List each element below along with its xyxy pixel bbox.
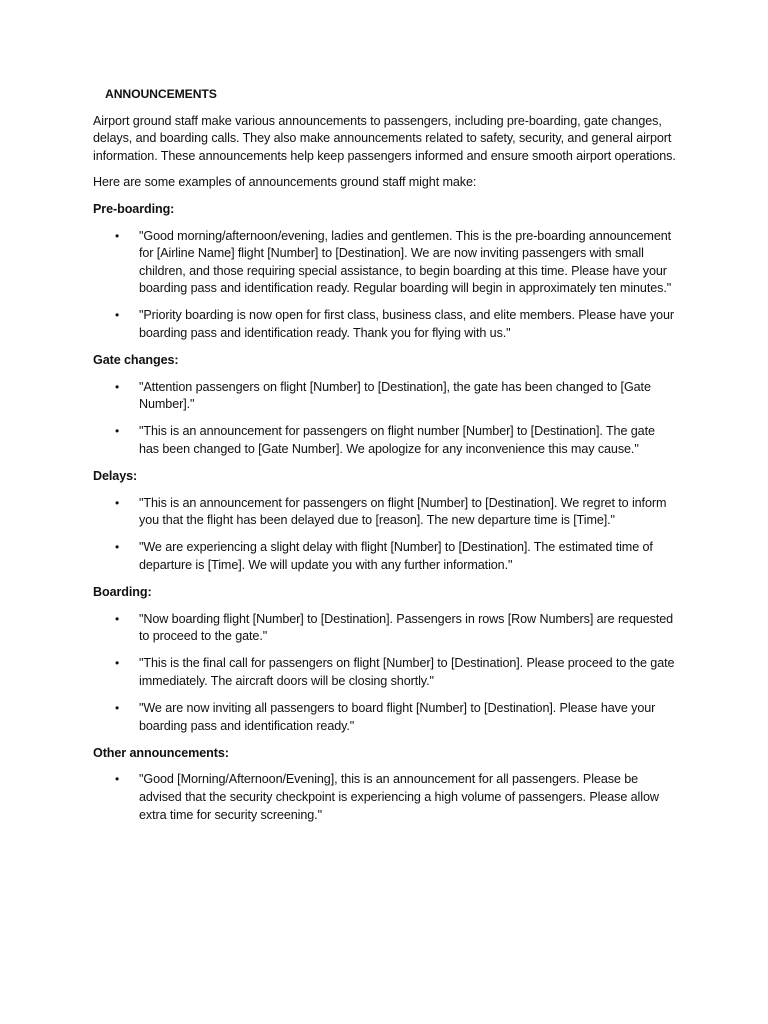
- announcement-item: [93, 423, 678, 458]
- bullet-icon: •: [115, 228, 120, 243]
- announcement-item: [93, 307, 678, 342]
- announcement-text: "This is an announcement for passengers on flight [Number] to [Destination]. We regret to inform you that the flight has been delayed due to [reason]. The new departure time is [Time].": [139, 495, 667, 528]
- announcement-text: "We are now inviting all passengers to board flight [Number] to [Destination]. Please have your boarding pass and identification ready.": [139, 701, 656, 733]
- announcement-text: "Good morning/afternoon/evening, ladies and gentlemen. This is the pre-boarding announcement for [Airline Name] flight [Number] to [Destination]. We are now inviting passengers with small children, and those requiring special assistance, to begin boarding at this time. Please have your boarding pass and identification ready. Regular boarding will begin in approximately ten minutes.": [139, 228, 672, 296]
- section-heading: Delays:: [93, 469, 138, 484]
- announcement-text: "Priority boarding is now open for first class, business class, and elite members. Please have your boarding pass and identification ready. Thank you for flying with us.": [139, 308, 674, 341]
- announcement-list: [93, 611, 678, 736]
- announcement-item: [93, 495, 678, 530]
- examples-lead-paragraph: Here are some examples of announcements ground staff might make:: [93, 175, 477, 190]
- bullet-icon: •: [115, 701, 120, 716]
- bullet-icon: •: [115, 424, 120, 439]
- section-heading: Gate changes:: [93, 353, 179, 368]
- announcement-text: "We are experiencing a slight delay with flight [Number] to [Destination]. The estimated time of departure is [Time]. We will update you with any further information.": [139, 540, 653, 572]
- announcement-list: [93, 228, 678, 343]
- intro-paragraph: Airport ground staff make various announcements to passengers, including pre-boarding, gate changes, delays, and boarding calls. They also make announcements related to safety, security, and general airport information. These announcements help keep passengers informed and ensure smooth airport operations.: [93, 113, 676, 163]
- announcement-item: [93, 379, 678, 414]
- announcement-item: [93, 539, 678, 574]
- document-page: [93, 86, 678, 834]
- bullet-icon: •: [115, 540, 120, 555]
- announcement-list: [93, 379, 678, 459]
- bullet-icon: •: [115, 611, 120, 626]
- announcement-text: "This is an announcement for passengers on flight number [Number] to [Destination]. The gate has been changed to [Gate Number]. We apologize for any inconvenience this may cause.": [139, 424, 655, 456]
- document-title: ANNOUNCEMENTS: [105, 87, 217, 101]
- bullet-icon: •: [115, 656, 120, 671]
- section-heading: Boarding:: [93, 585, 152, 600]
- section-heading: Other announcements:: [93, 745, 229, 760]
- announcement-item: [93, 228, 678, 298]
- bullet-icon: •: [115, 772, 120, 787]
- section-heading: Pre-boarding:: [93, 201, 175, 216]
- announcement-item: [93, 611, 678, 646]
- announcement-item: [93, 771, 678, 824]
- announcement-text: "Now boarding flight [Number] to [Destination]. Passengers in rows [Row Numbers] are requested to proceed to the gate.": [139, 611, 674, 644]
- announcement-text: "Attention passengers on flight [Number] to [Destination], the gate has been changed to [Gate Number].": [139, 379, 651, 412]
- announcement-text: "This is the final call for passengers on flight [Number] to [Destination]. Please proceed to the gate immediately. The aircraft doors will be closing shortly.": [139, 656, 675, 688]
- announcement-item: [93, 655, 678, 690]
- bullet-icon: •: [115, 308, 120, 323]
- bullet-icon: •: [115, 495, 120, 510]
- announcement-item: [93, 700, 678, 735]
- announcement-sections: [93, 201, 678, 824]
- bullet-icon: •: [115, 379, 120, 394]
- announcement-list: [93, 771, 678, 824]
- announcement-list: [93, 495, 678, 575]
- announcement-text: "Good [Morning/Afternoon/Evening], this is an announcement for all passengers. Please be advised that the security checkpoint is experiencing a high volume of passengers. Please allow extra time for security screening.": [139, 772, 659, 822]
